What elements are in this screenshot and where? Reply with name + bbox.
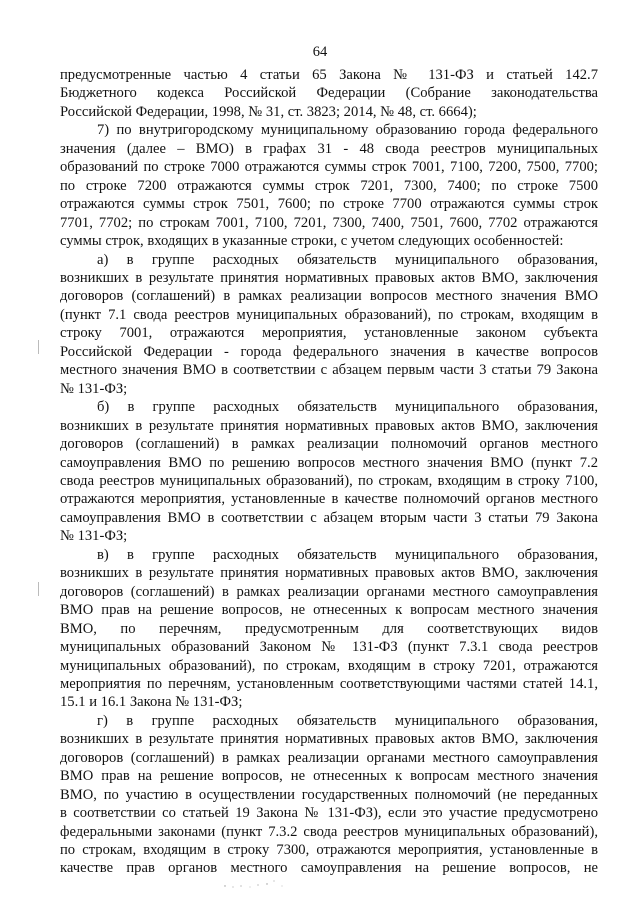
text-line: возникших в результате принятия нормативных правовых актов ВМО, заключения [60, 417, 598, 434]
text-line: № 131-ФЗ; [60, 380, 128, 397]
text-line: отражаются суммы строк 7501, 7600; по строке 7700 отражаются суммы строк [60, 196, 598, 213]
text-line: договоров (соглашений) в рамках реализации органами местного самоуправления [60, 749, 598, 766]
paragraph-start-line: 7) по внутригородскому муниципальному образованию города федерального [97, 122, 598, 139]
text-line: суммы строк, входящих в указанные строки, с учетом следующих особенностей: [60, 233, 564, 250]
text-line: ВМО прав на решение вопросов, не отнесенных к вопросам местного значения [60, 768, 598, 785]
text-line: 15.1 и 16.1 Закона № 131-ФЗ; [60, 694, 243, 711]
text-line: строку 7001, отражаются мероприятия, установленные законом субъекта [60, 325, 598, 342]
text-line: ВМО прав на решение вопросов, не отнесенных к вопросам местного значения [60, 602, 598, 619]
text-line: отражаются мероприятия, установленные в качестве полномочий органов местного [60, 491, 598, 508]
text-line: договоров (соглашений) в рамках реализации органами местного самоуправления [60, 583, 598, 600]
paragraph-start-line: а) в группе расходных обязательств муниципального образования, [97, 251, 598, 268]
text-line: по строке 7200 отражаются суммы строк 7201, 7300, 7400; по строке 7500 [60, 177, 598, 194]
text-line: муниципальных образований), по строкам, входящим в строку 7201, отражаются [60, 657, 598, 674]
text-line: в соответствии со статьей 19 Закона № 131-ФЗ), если это участие предусмотрено [60, 805, 598, 822]
text-line: самоуправления ВМО по решению вопросов местного значения ВМО (пункт 7.2 [60, 454, 598, 471]
text-line: № 131-ФЗ; [60, 528, 128, 545]
text-line: федеральными законами (пункт 7.3.2 свода реестров муниципальных образований), [60, 823, 598, 840]
scan-artifact [38, 582, 42, 596]
text-line: возникших в результате принятия нормативных правовых актов ВМО, заключения [60, 269, 598, 286]
text-line: свода реестров муниципальных образований), по строкам, входящим в строку 7100, [60, 472, 598, 489]
text-line: образований по строке 7000 отражаются суммы строк 7001, 7100, 7200, 7500, 7700; [60, 159, 598, 176]
text-line: ВМО, по перечням, предусмотренным для соответствующих видов [60, 620, 598, 637]
page-number: 64 [312, 44, 328, 60]
paragraph-start-line: б) в группе расходных обязательств муниципального образования, [97, 399, 598, 416]
text-line: самоуправления ВМО в соответствии с абзацем вторым части 3 статьи 79 Закона [60, 509, 598, 526]
text-line: мероприятия по перечням, установленным соответствующими частями статей 14.1, [60, 675, 598, 692]
scan-artifact [38, 340, 42, 354]
text-line: договоров (соглашений) в рамках реализации вопросов местного значения ВМО [60, 288, 598, 305]
text-line: договоров (соглашений) в рамках реализации полномочий органов местного [60, 436, 598, 453]
text-line: (пункт 7.1 свода реестров муниципальных образований), по строкам, входящим в [60, 306, 598, 323]
text-line: значения (далее – ВМО) в графах 31 - 48 свода реестров муниципальных [60, 140, 598, 157]
scan-specks [222, 878, 286, 890]
text-line: по строкам, входящим в строку 7300, отражаются мероприятия, установленные в [60, 842, 598, 859]
paragraph-start-line: г) в группе расходных обязательств муниципального образования, [97, 712, 598, 729]
text-line: муниципальных образований Законом № 131-ФЗ (пункт 7.3.1 свода реестров [60, 639, 598, 656]
text-line: качестве прав органов местного самоуправления на решение вопросов, не [60, 860, 598, 877]
text-line: Бюджетного кодекса Российской Федерации (Собрание законодательства [60, 85, 598, 102]
paragraph-start-line: в) в группе расходных обязательств муниципального образования, [97, 546, 598, 563]
text-line: ВМО, по участию в осуществлении государственных полномочий (не переданных [60, 786, 598, 803]
text-line: 7701, 7702; по строкам 7001, 7100, 7201, 7300, 7400, 7501, 7600, 7702 отражаются [60, 214, 598, 231]
text-line: возникших в результате принятия нормативных правовых актов ВМО, заключения [60, 731, 598, 748]
text-line: местного значения ВМО в соответствии с абзацем первым части 3 статьи 79 Закона [60, 362, 598, 379]
text-line: возникших в результате принятия нормативных правовых актов ВМО, заключения [60, 565, 598, 582]
text-line: предусмотренные частью 4 статьи 65 Закона № 131-ФЗ и статьей 142.7 [60, 67, 598, 83]
body-text [60, 66, 598, 878]
text-line: Российской Федерации, 1998, № 31, ст. 3823; 2014, № 48, ст. 6664); [60, 103, 477, 120]
text-line: Российской Федерации - города федерального значения в качестве вопросов [60, 343, 598, 360]
